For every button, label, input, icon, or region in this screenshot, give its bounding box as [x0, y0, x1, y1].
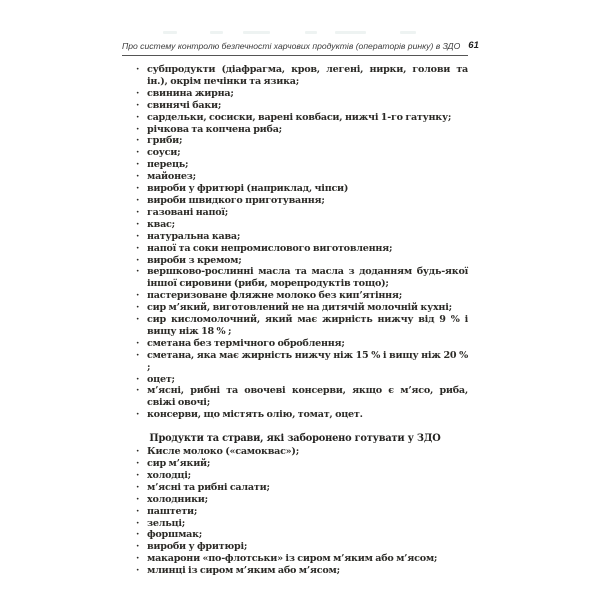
list-item: · сир м’який, виготовлений не на дитячій молочній кухні;	[147, 302, 468, 314]
list-item: · субпродукти (діафрагма, кров, легені, нирки, голови та ін.), окрім печінки та язика;	[147, 64, 468, 88]
list-item: · газовані напої;	[147, 207, 468, 219]
list-item: · сардельки, сосиски, варені ковбаси, нижчі 1-го гатунку;	[147, 112, 468, 124]
list-item: · пастеризоване фляжне молоко без кип’ятіння;	[147, 290, 468, 302]
list-item: · натуральна кава;	[147, 231, 468, 243]
list-item: · свинина жирна;	[147, 88, 468, 100]
list-item: · консерви, що містять олію, томат, оцет.	[147, 409, 468, 421]
bleed-through-mark	[163, 31, 177, 34]
list-item: · сметана без термічного оброблення;	[147, 338, 468, 350]
list-item: · млинці із сиром м’яким або м’ясом;	[147, 565, 468, 577]
list-item: · річкова та копчена риба;	[147, 124, 468, 136]
list-item: · вироби у фритюрі;	[147, 541, 468, 553]
page-content	[122, 40, 479, 577]
list-item: · паштети;	[147, 506, 468, 518]
list-item: · сир кисломолочний, який має жирність нижчу від 9 % і вищу ніж 18 % ;	[147, 314, 468, 338]
list-item: · форшмак;	[147, 529, 468, 541]
list-item: · м’ясні та рибні салати;	[147, 482, 468, 494]
list-item: · гриби;	[147, 135, 468, 147]
list-item: · м’ясні, рибні та овочеві консерви, якщо є м’ясо, риба, свіжі овочі;	[147, 385, 468, 409]
bleed-through-mark	[400, 31, 416, 34]
bleed-through-mark	[243, 31, 270, 34]
list-item: · свинячі баки;	[147, 100, 468, 112]
bleed-through-mark	[305, 31, 317, 34]
list-item: · Кисле молоко («самоквас»);	[147, 446, 468, 458]
list-item: · квас;	[147, 219, 468, 231]
list-item: · оцет;	[147, 374, 468, 386]
running-header-title: Про систему контролю безпечності харчових продуктів (операторів ринку) в ЗДО	[122, 41, 461, 51]
list-item: · холодці;	[147, 470, 468, 482]
running-header	[122, 40, 479, 56]
list-item: · зельці;	[147, 518, 468, 530]
bleed-through-mark	[335, 31, 366, 34]
bleed-through-mark	[210, 31, 223, 34]
list-item: · перець;	[147, 159, 468, 171]
list-item: · вироби у фритюрі (наприклад, чіпси)	[147, 183, 468, 195]
list-item: · сир м’який;	[147, 458, 468, 470]
list-item: · вершково-рослинні масла та масла з доданням будь-якої іншої сировини (риби, морепродуктів тощо);	[147, 266, 468, 290]
list-item: · холодники;	[147, 494, 468, 506]
list-item: · майонез;	[147, 171, 468, 183]
section-heading: Продукти та страви, які заборонено готувати у ЗДО	[149, 433, 441, 445]
list-item: · макарони «по-флотськи» із сиром м’яким або м’ясом;	[147, 553, 468, 565]
list-item: · напої та соки непромислового виготовлення;	[147, 243, 468, 255]
list-item: · соуси;	[147, 147, 468, 159]
list-item: · сметана, яка має жирність нижчу ніж 15 % і вищу ніж 20 % ;	[147, 350, 468, 374]
list-item: · вироби швидкого приготування;	[147, 195, 468, 207]
prohibited-products-list	[122, 64, 468, 421]
list-item: · вироби з кремом;	[147, 255, 468, 267]
prohibited-dishes-list	[122, 446, 468, 577]
page-number: 61	[468, 40, 479, 51]
